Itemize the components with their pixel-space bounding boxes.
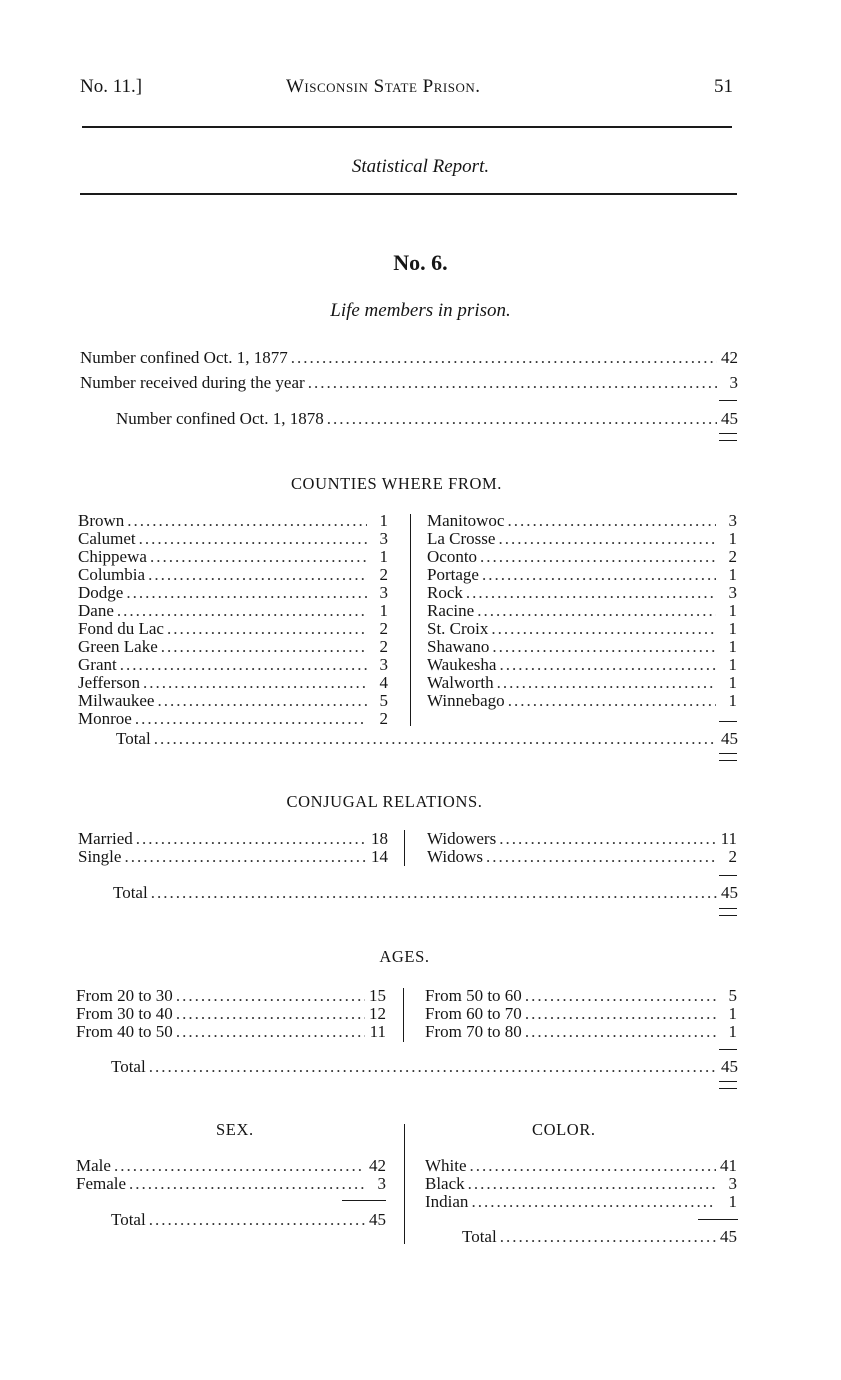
table-row: From 20 to 30 ..... 15 — [76, 987, 386, 1005]
column-divider — [410, 514, 411, 726]
counties-heading: COUNTIES WHERE FROM. — [290, 474, 503, 493]
table-row: Brown ..... 1 — [78, 512, 388, 530]
table-row: Chippewa ..... 1 — [78, 548, 388, 566]
table-row: Portage ..... 1 — [427, 566, 737, 584]
table-row: Columbia ..... 2 — [78, 566, 388, 584]
ages-total-row: Total ..... 45 — [111, 1058, 738, 1076]
table-row: Green Lake ..... 2 — [78, 638, 388, 656]
table-row: Widows ..... 2 — [427, 848, 737, 866]
table-row: St. Croix ..... 1 — [427, 620, 737, 638]
sex-total-row: Total ..... 45 — [111, 1211, 386, 1229]
header-page-number: 51 — [714, 76, 733, 97]
double-rule — [719, 908, 737, 916]
table-row: La Crosse ..... 1 — [427, 530, 737, 548]
table-row: Dodge ..... 3 — [78, 584, 388, 602]
table-row: Racine ..... 1 — [427, 602, 737, 620]
table-row: Winnebago ..... 1 — [427, 692, 737, 710]
table-row: Rock ..... 3 — [427, 584, 737, 602]
table-row: From 30 to 40 ..... 12 — [76, 1005, 386, 1023]
double-rule — [719, 433, 737, 441]
color-total-row: Total ..... 45 — [462, 1228, 737, 1246]
sum-rule — [698, 1219, 738, 1220]
table-row: Walworth ..... 1 — [427, 674, 737, 692]
column-divider — [404, 1124, 405, 1244]
summary-total-row: Number confined Oct. 1, 1878 ..... 45 — [116, 410, 738, 428]
table-title: Life members in prison. — [330, 300, 511, 321]
sum-rule — [719, 721, 737, 722]
table-row: Waukesha ..... 1 — [427, 656, 737, 674]
subtitle-rule — [80, 193, 737, 195]
column-divider — [403, 988, 404, 1042]
table-row: From 50 to 60 ..... 5 — [425, 987, 737, 1005]
sex-heading: SEX. — [216, 1120, 254, 1139]
table-row: Monroe ..... 2 — [78, 710, 388, 728]
table-row: Manitowoc ..... 3 — [427, 512, 737, 530]
table-number: No. 6. — [393, 250, 448, 275]
table-row: Shawano ..... 1 — [427, 638, 737, 656]
conjugal-heading: CONJUGAL RELATIONS. — [286, 792, 483, 811]
double-rule — [719, 753, 737, 761]
table-row: From 40 to 50 ..... 11 — [76, 1023, 386, 1041]
header-rule — [82, 126, 732, 128]
column-divider — [404, 830, 405, 866]
table-row: White ..... 41 — [425, 1157, 737, 1175]
table-row: Married ..... 18 — [78, 830, 388, 848]
ages-heading: AGES. — [379, 947, 430, 966]
table-row: Male ..... 42 — [76, 1157, 386, 1175]
table-row: Female ..... 3 — [76, 1175, 386, 1193]
table-row: From 70 to 80 ..... 1 — [425, 1023, 737, 1041]
table-row: Dane ..... 1 — [78, 602, 388, 620]
header-left: No. 11.] — [80, 76, 143, 97]
table-row: Black ..... 3 — [425, 1175, 737, 1193]
table-row: Single ..... 14 — [78, 848, 388, 866]
sum-rule — [719, 400, 737, 401]
header-center: Wisconsin State Prison. — [286, 76, 481, 97]
sum-rule — [719, 875, 737, 876]
conjugal-total-row: Total ..... 45 — [113, 884, 738, 902]
table-row: From 60 to 70 ..... 1 — [425, 1005, 737, 1023]
sum-rule — [342, 1200, 386, 1201]
table-row: Grant ..... 3 — [78, 656, 388, 674]
sum-rule — [719, 1049, 737, 1050]
double-rule — [719, 1081, 737, 1089]
summary-row: Number confined Oct. 1, 1877 ..... 42 — [80, 349, 738, 367]
table-row: Calumet ..... 3 — [78, 530, 388, 548]
summary-row: Number received during the year ..... 3 — [80, 374, 738, 392]
table-row: Fond du Lac ..... 2 — [78, 620, 388, 638]
table-row: Oconto ..... 2 — [427, 548, 737, 566]
counties-total-row: Total ..... 45 — [116, 730, 738, 748]
table-row: Jefferson ..... 4 — [78, 674, 388, 692]
table-row: Widowers ..... 11 — [427, 830, 737, 848]
table-row: Indian ..... 1 — [425, 1193, 737, 1211]
color-heading: COLOR. — [532, 1120, 596, 1139]
subtitle: Statistical Report. — [351, 156, 490, 177]
table-row: Milwaukee ..... 5 — [78, 692, 388, 710]
